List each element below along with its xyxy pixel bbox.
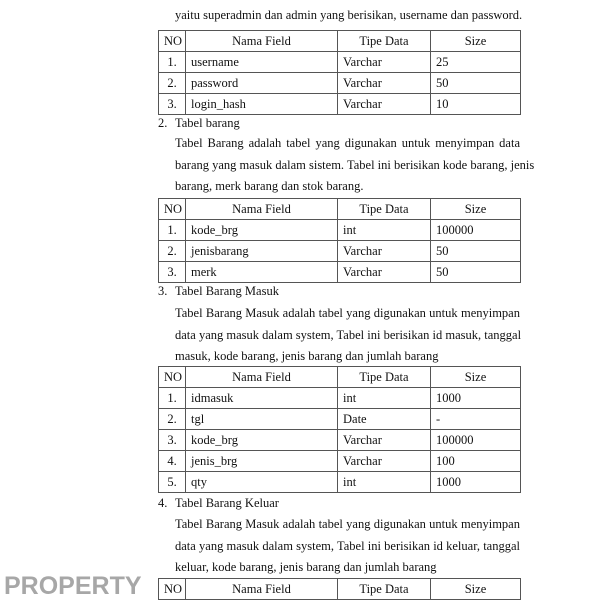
column-header: Size	[431, 199, 521, 220]
table-row	[159, 73, 521, 94]
table-cell: 100	[431, 451, 521, 472]
table-cell: 100000	[431, 220, 521, 241]
table-cell: jenisbarang	[186, 241, 338, 262]
field-table	[158, 198, 521, 283]
table-header-row	[159, 579, 521, 600]
table-cell: 4.	[159, 451, 186, 472]
table-row	[159, 241, 521, 262]
watermark: PROPERTY	[4, 572, 142, 600]
column-header: Nama Field	[186, 199, 338, 220]
table-cell: int	[338, 472, 431, 493]
intro-paragraph-tail: yaitu superadmin dan admin yang berisikan, username dan password.	[175, 8, 523, 22]
table-cell: 1.	[159, 52, 186, 73]
table-cell: 50	[431, 241, 521, 262]
table-cell: Varchar	[338, 451, 431, 472]
table-row	[159, 262, 521, 283]
table-cell: 3.	[159, 430, 186, 451]
table-cell: password	[186, 73, 338, 94]
table-cell: Date	[338, 409, 431, 430]
field-table	[158, 30, 521, 115]
section-number: 3.	[158, 284, 168, 298]
paragraph-line: data yang masuk dalam system, Tabel ini berisikan id masuk, tanggal	[175, 328, 522, 342]
table-cell: jenis_brg	[186, 451, 338, 472]
table-cell: login_hash	[186, 94, 338, 115]
table-cell: Varchar	[338, 241, 431, 262]
table-cell: 25	[431, 52, 521, 73]
section-title: Tabel Barang Masuk	[175, 284, 279, 298]
field-table	[158, 366, 521, 493]
table-cell: 2.	[159, 241, 186, 262]
column-header: Tipe Data	[338, 199, 431, 220]
section-heading	[158, 284, 279, 299]
table-row	[159, 220, 521, 241]
table-cell: 2.	[159, 409, 186, 430]
table-cell: idmasuk	[186, 388, 338, 409]
table-cell: int	[338, 388, 431, 409]
table-cell: 100000	[431, 430, 521, 451]
table-header-row	[159, 367, 521, 388]
section-title: Tabel Barang Keluar	[175, 496, 279, 510]
paragraph-line: masuk, kode barang, jenis barang dan jumlah barang	[175, 349, 439, 363]
paragraph-line: data yang masuk dalam system, Tabel ini berisikan id keluar, tanggal	[175, 539, 520, 553]
field-table	[158, 578, 521, 600]
column-header: Tipe Data	[338, 31, 431, 52]
table-cell: merk	[186, 262, 338, 283]
table-row	[159, 472, 521, 493]
table-cell: 2.	[159, 73, 186, 94]
table-header-row	[159, 199, 521, 220]
section-heading	[158, 496, 279, 511]
column-header: Nama Field	[186, 31, 338, 52]
paragraph-line: Tabel Barang adalah tabel yang digunakan untuk menyimpan data	[175, 136, 520, 150]
column-header: NO	[159, 199, 186, 220]
table-cell: tgl	[186, 409, 338, 430]
section-title: Tabel barang	[175, 116, 240, 130]
table-cell: int	[338, 220, 431, 241]
table-cell: kode_brg	[186, 220, 338, 241]
paragraph-line: Tabel Barang Masuk adalah tabel yang digunakan untuk menyimpan	[175, 517, 520, 531]
table-cell: 3.	[159, 262, 186, 283]
column-header: Tipe Data	[338, 579, 431, 600]
column-header: Tipe Data	[338, 367, 431, 388]
table-row	[159, 94, 521, 115]
table-cell: 1000	[431, 472, 521, 493]
column-header: NO	[159, 579, 186, 600]
paragraph-line: barang, merk barang dan stok barang.	[175, 179, 364, 193]
table-cell: 1.	[159, 388, 186, 409]
table-header-row	[159, 31, 521, 52]
paragraph-line: keluar, kode barang, jenis barang dan jumlah barang	[175, 560, 437, 574]
table-row	[159, 430, 521, 451]
table-row	[159, 52, 521, 73]
table-cell: 1.	[159, 220, 186, 241]
column-header: Nama Field	[186, 579, 338, 600]
table-cell: Varchar	[338, 262, 431, 283]
table-cell: qty	[186, 472, 338, 493]
column-header: Size	[431, 579, 521, 600]
section-number: 2.	[158, 116, 168, 130]
table-cell: 5.	[159, 472, 186, 493]
table-row	[159, 388, 521, 409]
table-cell: 1000	[431, 388, 521, 409]
table-cell: 50	[431, 73, 521, 94]
paragraph-line: barang yang masuk dalam sistem. Tabel ini berisikan kode barang, jenis	[175, 158, 535, 172]
table-cell: Varchar	[338, 73, 431, 94]
table-cell: -	[431, 409, 521, 430]
table-cell: Varchar	[338, 94, 431, 115]
table-row	[159, 409, 521, 430]
section-number: 4.	[158, 496, 168, 510]
table-cell: 3.	[159, 94, 186, 115]
table-cell: username	[186, 52, 338, 73]
table-cell: kode_brg	[186, 430, 338, 451]
column-header: NO	[159, 367, 186, 388]
paragraph-line: Tabel Barang Masuk adalah tabel yang digunakan untuk menyimpan	[175, 306, 520, 320]
section-heading	[158, 116, 240, 131]
column-header: Nama Field	[186, 367, 338, 388]
table-row	[159, 451, 521, 472]
table-cell: Varchar	[338, 52, 431, 73]
table-cell: 50	[431, 262, 521, 283]
column-header: Size	[431, 367, 521, 388]
table-cell: Varchar	[338, 430, 431, 451]
column-header: Size	[431, 31, 521, 52]
table-cell: 10	[431, 94, 521, 115]
column-header: NO	[159, 31, 186, 52]
